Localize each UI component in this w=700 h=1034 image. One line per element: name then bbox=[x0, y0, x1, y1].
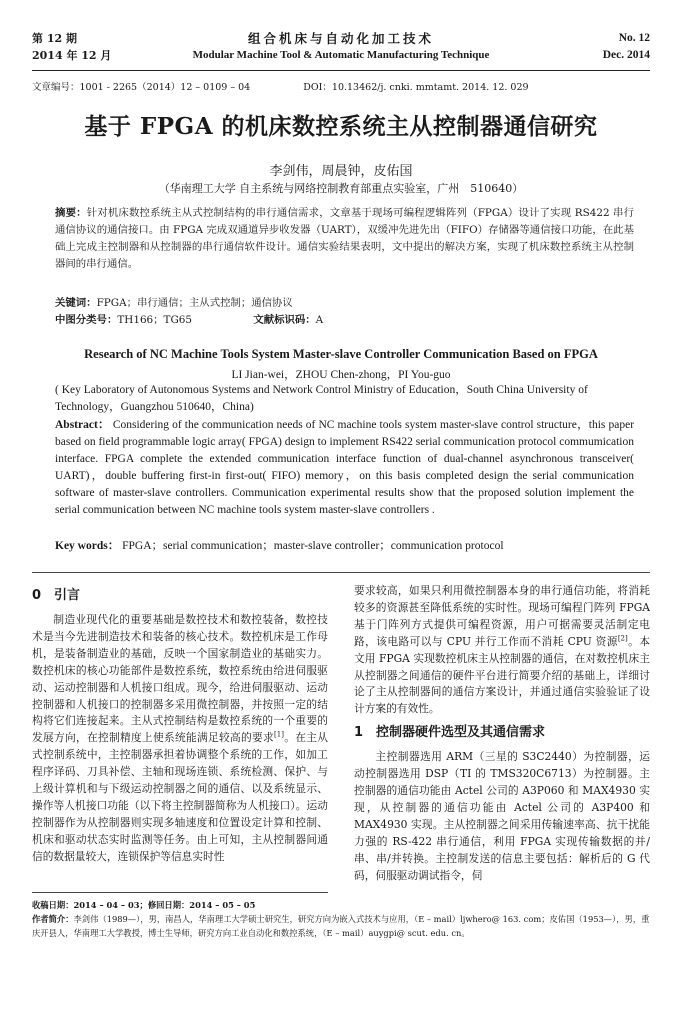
classification-line bbox=[55, 312, 323, 329]
paragraph-text-cont: 。在主从式控制系统中，主控制器承担着协调整个系统的工作，如加工程序译码、刀具补偿、主轴和现场连锁、系统检测、保护、与上级计算机和与下级运动控制器之间的通信、以及系统显示、操作等人机接口功能（以下将主控制器简称为人机接口）。运动控制器作为从控制器则实现多轴速度和位置设定计算和控制、机床和驱动状态实时监测等任务。由上可知，主从控制器间通信的数据量较大，连锁保护等信息实时性 bbox=[32, 731, 328, 863]
english-keywords bbox=[55, 538, 634, 555]
received-dates: 收稿日期：2014 – 04 – 03；修回日期：2014 – 05 – 05 bbox=[32, 900, 256, 910]
running-header bbox=[32, 30, 650, 66]
issue-en: No. 12 bbox=[618, 32, 650, 44]
english-abstract-text: Considering of the communication needs of NC machine tools system master-slave control structure，this paper based on field programmable logic array( FPGA) design to implement RS422 serial communication protocol commumication interface. FPGA complete the extended communication interface function of dual-channel asynchronous transceiver( UART)，double buffering first-in first-out( FIFO) memory，on this basis completed design the serial communication software of master-slave controllers. Communication experimental results show that the proposed solution implement the serial communication between NC machine tools system master-slave controllers . bbox=[55, 419, 635, 516]
english-keywords-text: FPGA；serial communication；master-slave controller；communication protocol bbox=[122, 540, 504, 552]
keywords-cn bbox=[55, 295, 293, 312]
author-bio-text: 李剑伟（1989—），男，南昌人，华南理工大学硕士研究生，研究方向为嵌入式技术与应用，（E – mail）ljwhero@ 163. com；皮佑国（1953—），男，重庆开县人，华南理工大学教授，博士生导师，研究方向工业自动化和数控系统，（E – mail）auygpi@ scut. edu. cn。 bbox=[32, 914, 650, 938]
doc-code-text: A bbox=[315, 314, 324, 326]
abstract-cn bbox=[55, 205, 634, 273]
author-bio bbox=[32, 912, 650, 940]
paper-title: 基于 FPGA 的机床数控系统主从控制器通信研究 bbox=[84, 113, 598, 140]
english-authors: LI Jian-wei，ZHOU Chen-zhong，PI You-guo bbox=[231, 369, 451, 381]
paragraph bbox=[354, 749, 650, 884]
keywords-cn-text: FPGA；串行通信；主从式控制；通信协议 bbox=[96, 297, 293, 309]
paragraph-text: 制造业现代化的重要基础是数控技术和数控装备，数控技术是当今先进制造技术和装备的核心技术。数控机床是工作母机，是装备制造业的基础，反映一个国家制造业的基础实力。数控机床的核心功能部件是数控系统，数控系统由给进伺服驱动、运动控制器和人机接口组成。现今，给进伺服驱动、运动控制器和人机接口的控制器多采用微控制器，并按照一定的结构将它们连接起来。主从式控制结构是数控系统的一个重要的发展方向，在控制精度上使系统能满足较高的要求 bbox=[32, 613, 328, 745]
english-title: Research of NC Machine Tools System Master-slave Controller Communication Based on FPGA bbox=[84, 347, 598, 361]
body-column-left bbox=[32, 583, 328, 866]
section-number: 1 bbox=[354, 725, 364, 741]
date-cn: 2014 年 12 月 bbox=[32, 49, 112, 62]
journal-name-en: Modular Machine Tool & Automatic Manufacturing Technique bbox=[192, 49, 490, 61]
abstract-cn-text: 针对机床数控系统主从式控制结构的串行通信需求，文章基于现场可编程逻辑阵列（FPGA）设计了实现 RS422 串行通信协议的通信接口。由 FPGA 完成双通道异步收发器（UART），双缓冲先进先出（FIFO）存储器等通信接口功能，在此基础上完成主控制器和从控制器的串行通信软件设计。通信实验结果表明，文中提出的解决方案，实现了机床数控系统主从控制器间的串行通信。 bbox=[55, 207, 634, 270]
keywords-cn-label: 关键词： bbox=[55, 297, 97, 309]
classification-text: TH166；TG65 bbox=[117, 314, 193, 326]
english-keywords-label: Key words： bbox=[55, 540, 120, 552]
section-title: 控制器硬件选型及其通信需求 bbox=[376, 725, 546, 741]
section-title: 引言 bbox=[54, 588, 81, 603]
paragraph bbox=[32, 612, 328, 866]
citation-ref: [2] bbox=[617, 634, 628, 643]
journal-name-cn: 组合机床与自动化加工技术 bbox=[247, 31, 434, 46]
date-en: Dec. 2014 bbox=[602, 49, 650, 61]
article-meta bbox=[32, 79, 529, 93]
footnote bbox=[32, 898, 650, 940]
doi: DOI：10.13462/j. cnki. mmtamt. 2014. 12. 029 bbox=[303, 82, 529, 93]
english-affiliation: ( Key Laboratory of Autonomous Systems and Network Control Ministry of Education，South China University of Technology，Guangzhou 510640，China) bbox=[55, 384, 588, 413]
article-number: 文章编号：1001 - 2265（2014）12 – 0109 – 04 bbox=[32, 82, 251, 93]
abstract-divider bbox=[32, 572, 650, 573]
paragraph bbox=[354, 583, 650, 718]
english-abstract bbox=[55, 417, 634, 519]
paragraph-text: 要求较高，如果只利用微控制器本身的串行通信功能，将消耗较多的资源甚至降低系统的实时性。现场可编程门阵列 FPGA 基于门阵列方式提供可编程资源，用户可据需要灵活制定电路，该电路可以与 CPU 并行工作而不消耗 CPU 资源 bbox=[354, 584, 650, 648]
affiliation: （华南理工大学 自主系统与网络控制教育部重点实验室，广州 510640） bbox=[158, 182, 524, 195]
header-divider bbox=[32, 70, 650, 71]
footnote-divider bbox=[32, 892, 328, 893]
section-heading-intro bbox=[32, 583, 328, 609]
header-right bbox=[603, 30, 650, 64]
paragraph-text: 主控制器选用 ARM（三星的 S3C2440）为控制器，运动控制器选用 DSP（TI 的 TMS320C6713）为控制器。主控制器的通信功能由 Actel 公司的 A3P060 和 MAX4930 实现，从控制器的通信功能由 Actel 公司的 A3P400 和 MAX4930 实现。主从控制器之间采用传输速率高、抗干扰能力强的 RS-422 串行通信，利用 FPGA 实现传输数据的并/串、串/并转换。主控制发送的信息主要包括：解析后的 G 代码，伺服驱动调试指令，伺 bbox=[354, 750, 650, 882]
header-center bbox=[32, 30, 650, 64]
english-abstract-label: Abstract： bbox=[55, 419, 110, 431]
section-number: 0 bbox=[32, 588, 42, 603]
issue-cn: 第 12 期 bbox=[32, 32, 77, 45]
section-heading-hardware bbox=[354, 720, 650, 746]
author-list: 李剑伟，周晨钟，皮佑国 bbox=[269, 164, 413, 179]
citation-ref: [1] bbox=[274, 730, 284, 739]
author-bio-label: 作者简介： bbox=[32, 914, 74, 924]
doc-code-label: 文献标识码： bbox=[253, 314, 316, 326]
paragraph-text-cont: 。本文用 FPGA 实现数控机床主从控制器的通信，在对数控机床主从控制器之间通信的硬件平台进行简要介绍的基础上，详细讨论了主从控制器间的通信方案设计，并通过通信实验验证了设计方案的有效性。 bbox=[354, 634, 650, 716]
classification-label: 中图分类号： bbox=[55, 314, 118, 326]
abstract-cn-label: 摘要： bbox=[55, 207, 87, 219]
body-column-right bbox=[354, 583, 650, 885]
